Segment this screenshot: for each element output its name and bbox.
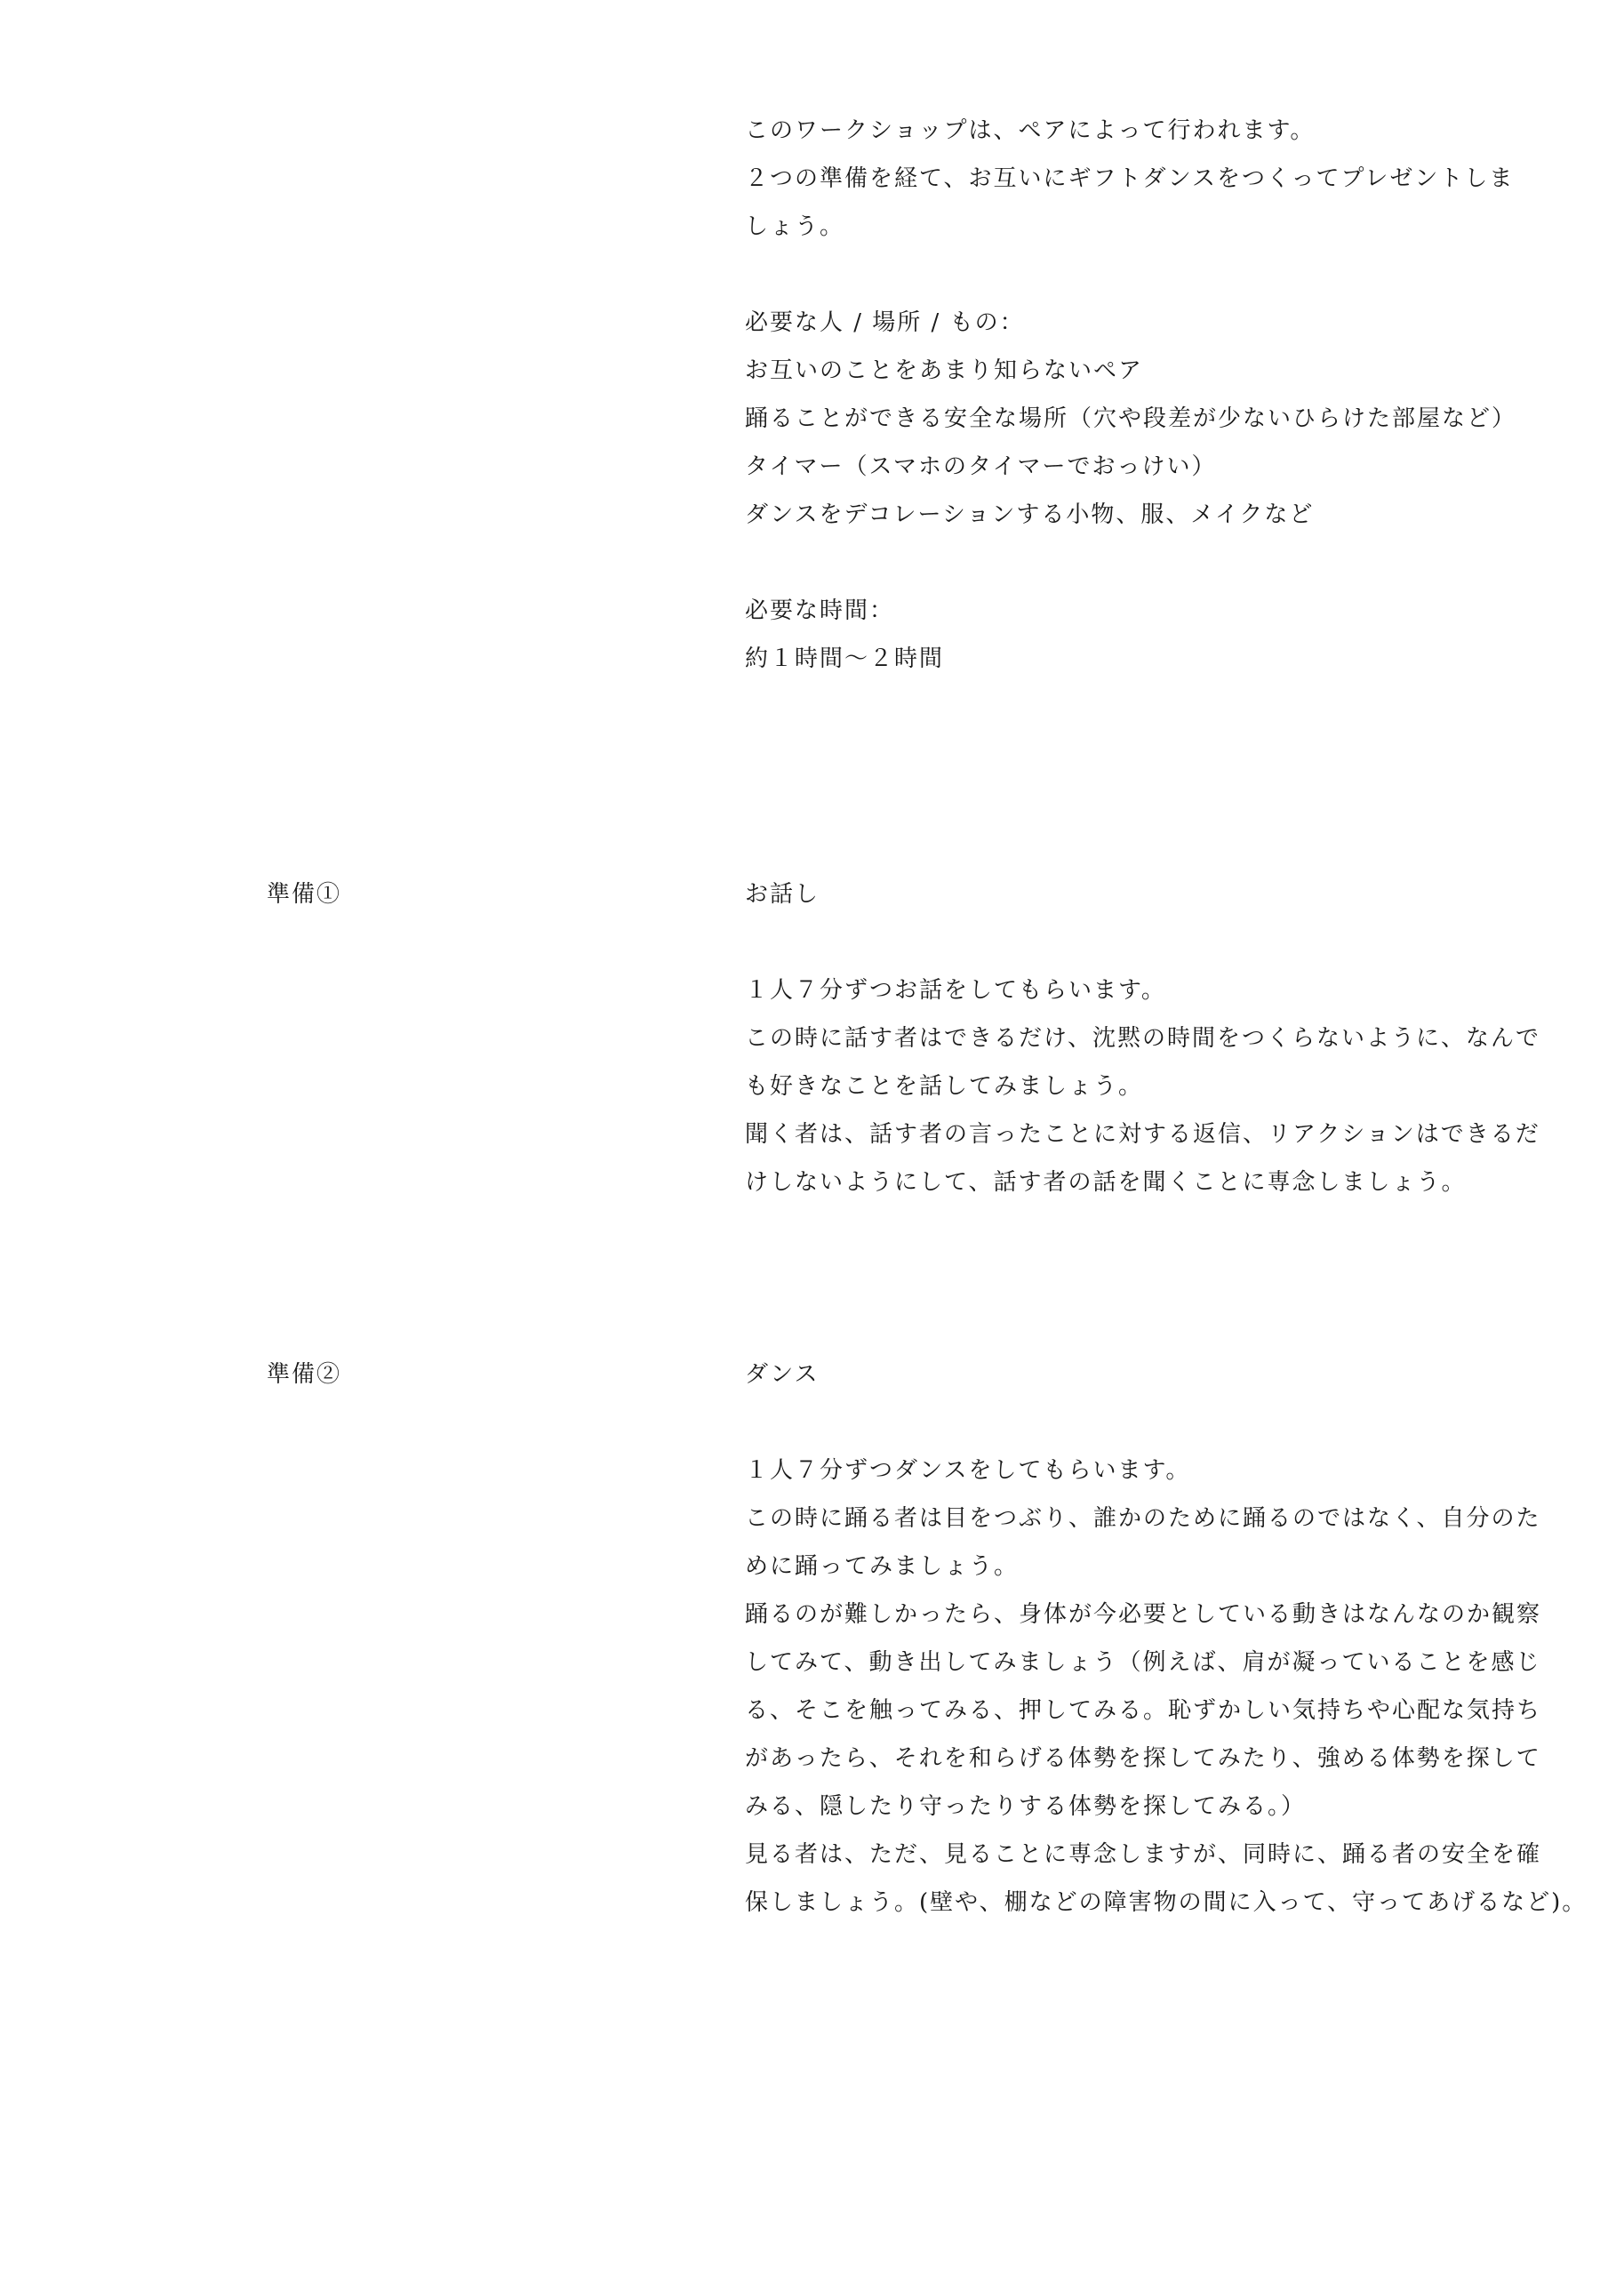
prep1-title: お話し bbox=[745, 881, 820, 908]
intro-line: しょう。 bbox=[745, 213, 845, 240]
prep2-line: １人７分ずつダンスをしてもらいます。 bbox=[745, 1457, 1191, 1484]
prep2-line: めに踊ってみましょう。 bbox=[745, 1553, 1020, 1580]
prep2-line: 保しましょう。(壁や、棚などの障害物の間に入って、守ってあげるなど)。 bbox=[745, 1889, 1588, 1916]
prep1-line: けしないようにして、話す者の話を聞くことに専念しましょう。 bbox=[745, 1169, 1467, 1196]
requirement-item: お互いのことをあまり知らないペア bbox=[745, 357, 1144, 384]
prep2-line: 見る者は、ただ、見ることに専念しますが、同時に、踊る者の安全を確 bbox=[745, 1841, 1542, 1868]
requirement-item: ダンスをデコレーションする小物、服、メイクなど bbox=[745, 501, 1315, 528]
intro-line: このワークショップは、ペアによって行われます。 bbox=[745, 117, 1316, 144]
requirement-item: 踊ることができる安全な場所（穴や段差が少ないひらけた部屋など） bbox=[745, 405, 1517, 432]
prep2-label: 準備② bbox=[267, 1361, 342, 1388]
prep1-line: １人７分ずつお話をしてもらいます。 bbox=[745, 977, 1166, 1004]
requirement-item: タイマー（スマホのタイマーでおっけい） bbox=[745, 453, 1217, 480]
prep2-line: みる、隠したり守ったりする体勢を探してみる。） bbox=[745, 1793, 1307, 1820]
prep2-title: ダンス bbox=[745, 1361, 820, 1388]
prep1-label-wrap bbox=[267, 870, 341, 918]
prep2-line: 踊るのが難しかったら、身体が今必要としている動きはなんなのか観察 bbox=[745, 1601, 1542, 1628]
prep1-line: この時に話す者はできるだけ、沈黙の時間をつくらないように、なんで bbox=[745, 1025, 1540, 1052]
intro-line: ２つの準備を経て、お互いにギフトダンスをつくってプレゼントしま bbox=[745, 165, 1515, 192]
prep1-section bbox=[745, 870, 1540, 1206]
prep2-line: この時に踊る者は目をつぶり、誰かのために踊るのではなく、自分のた bbox=[745, 1505, 1541, 1532]
time-heading: 必要な時間： bbox=[745, 597, 895, 624]
prep2-line: る、そこを触ってみる、押してみる。恥ずかしい気持ちや心配な気持ち bbox=[745, 1697, 1542, 1724]
time-value: 約１時間〜２時間 bbox=[745, 645, 945, 672]
prep2-line: があったら、それを和らげる体勢を探してみたり、強める体勢を探して bbox=[745, 1745, 1541, 1772]
prep1-line: も好きなことを話してみましょう。 bbox=[745, 1073, 1144, 1100]
prep1-line: 聞く者は、話す者の言ったことに対する返信、リアクションはできるだ bbox=[745, 1121, 1540, 1148]
requirements-heading: 必要な人 / 場所 / もの： bbox=[745, 309, 1025, 336]
prep2-line: してみて、動き出してみましょう（例えば、肩が凝っていることを感じ bbox=[745, 1649, 1541, 1676]
prep1-label: 準備① bbox=[267, 881, 342, 908]
prep2-label-wrap bbox=[267, 1350, 341, 1398]
prep2-section bbox=[745, 1350, 1588, 1927]
intro-section bbox=[745, 107, 1527, 683]
